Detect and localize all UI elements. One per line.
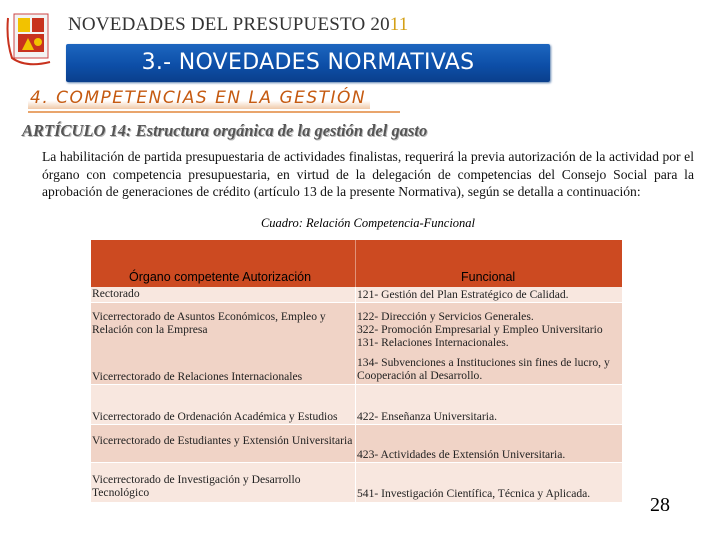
cell-funcional: 541- Investigación Científica, Técnica y Aplicada. [357,487,591,500]
cell-organo: Vicerrectorado de Ordenación Académica y Estudios [92,410,338,423]
cell-organo: Rectorado [92,287,140,300]
presentation-header-title: NOVEDADES DEL PRESUPUESTO 2011 [68,14,409,35]
row-separator [91,384,622,385]
cell-organo: Vicerrectorado de Investigación y Desarrollo Tecnológico [92,473,301,499]
cell-funcional: 423- Actividades de Extensión Universitaria. [357,448,566,461]
banner-text: 3.- NOVEDADES NORMATIVAS [141,50,475,75]
header-organo: Órgano competente Autorización [129,270,312,284]
section-title: 4. COMPETENCIAS EN LA GESTIÓN [28,88,370,109]
header-funcional: Funcional [461,270,516,284]
row-separator [91,424,622,425]
competence-table [91,240,622,502]
body-paragraph: La habilitación de partida presupuestaria de actividades finalistas, requerirá la previa autorización de la actividad por el órgano con competencia presupuestaria, en virtud de la delegación de competencias del Consejo Social para la aprobación de generaciones de crédito (artículo 13 de la presente Normativa), según se detalla a continuación: [42,149,694,199]
table-caption: Cuadro: Relación Competencia-Funcional [260,216,476,230]
section-underline [28,111,400,113]
cell-organo: Vicerrectorado de Estudiantes y Extensión Universitaria [92,434,353,447]
header-divider [355,240,356,287]
cell-organo: Vicerrectorado de Asuntos Económicos, Empleo y Relación con la Empresa [92,310,326,336]
header-year: 11 [389,14,409,35]
page-number: 28 [650,494,670,516]
cell-funcional: 134- Subvenciones a Instituciones sin fines de lucro, y Cooperación al Desarrollo. [357,356,610,382]
column-divider [355,287,356,502]
cell-funcional: 121- Gestión del Plan Estratégico de Calidad. [357,288,569,301]
section-banner [66,44,550,82]
cell-funcional: 422- Enseñanza Universitaria. [357,410,498,423]
university-logo-icon [6,10,56,68]
table-caption-wrapper [0,216,720,231]
cell-organo: Vicerrectorado de Relaciones Internacionales [92,370,303,383]
cell-funcional: 122- Dirección y Servicios Generales. 322- Promoción Empresarial y Empleo Universitario 131- Relaciones Internacionales. [357,310,603,349]
article-title: ARTÍCULO 14: Estructura orgánica de la gestión del gasto [22,121,428,140]
row-separator [91,302,622,303]
row-separator [91,462,622,463]
